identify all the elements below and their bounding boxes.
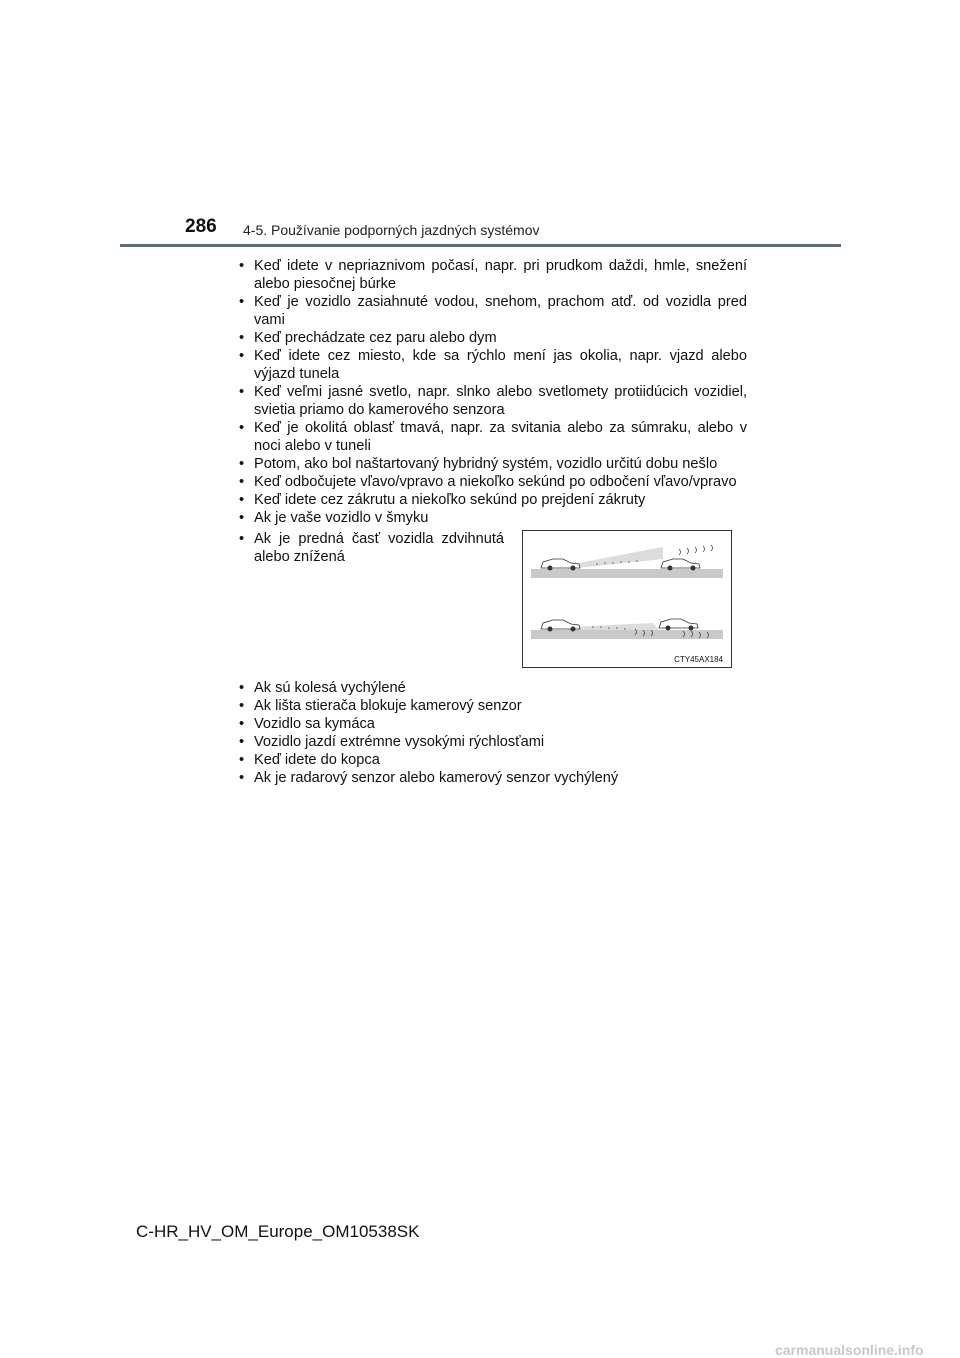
car-icon: [661, 559, 700, 571]
car-icon: [659, 619, 698, 631]
list-item: • Keď veľmi jasné svetlo, napr. slnko alebo svetlomety protiidúcich vozidiel, svietia priamo do kamerového senzora: [232, 383, 747, 419]
page-number: 286: [185, 216, 217, 237]
list-item: • Potom, ako bol naštartovaný hybridný systém, vozidlo určitú dobu nešlo: [232, 455, 747, 473]
list-item: • Keď idete do kopca: [232, 751, 747, 769]
road-upper: [531, 569, 723, 578]
condition-list-mid: [232, 530, 504, 566]
car-icon: [541, 559, 580, 571]
section-title: 4-5. Používanie podporných jazdných systémov: [243, 222, 540, 238]
list-item: • Keď idete cez miesto, kde sa rýchlo mení jas okolia, napr. vjazd alebo výjazd tunela: [232, 347, 747, 383]
list-item: • Keď idete v nepriaznivom počasí, napr. pri prudkom daždi, hmle, snežení alebo piesočnej búrke: [232, 257, 747, 293]
list-item: • Ak lišta stierača blokuje kamerový senzor: [232, 697, 747, 715]
list-item: • Keď idete cez zákrutu a niekoľko sekúnd po prejdení zákruty: [232, 491, 747, 509]
document-id: C-HR_HV_OM_Europe_OM10538SK: [136, 1222, 420, 1241]
list-item: • Keď prechádzate cez paru alebo dym: [232, 329, 747, 347]
list-item: • Ak je vaše vozidlo v šmyku: [232, 509, 747, 527]
list-item: • Ak sú kolesá vychýlené: [232, 679, 747, 697]
figure-code: CTY45AX184: [674, 655, 723, 664]
header-divider: [120, 244, 841, 247]
vehicle-pitch-illustration: [522, 530, 732, 668]
car-icon: [541, 620, 580, 632]
list-item: • Ak je radarový senzor alebo kamerový senzor vychýlený: [232, 769, 747, 787]
condition-list-bottom: [232, 679, 747, 787]
list-item: • Ak je predná časť vozidla zdvihnutá alebo znížená: [232, 530, 504, 566]
list-item: • Keď je okolitá oblasť tmavá, napr. za svitania alebo za súmraku, alebo v noci alebo v tuneli: [232, 419, 747, 455]
reflect-waves-upper: [679, 545, 713, 555]
radar-beam-upper: [568, 547, 663, 569]
list-item: • Keď odbočujete vľavo/vpravo a niekoľko sekúnd po odbočení vľavo/vpravo: [232, 473, 747, 491]
watermark: carmanualsonline.info: [775, 1342, 924, 1358]
road-lower: [531, 630, 723, 639]
list-item: • Vozidlo jazdí extrémne vysokými rýchlosťami: [232, 733, 747, 751]
list-item: • Keď je vozidlo zasiahnuté vodou, snehom, prachom atď. od vozidla pred vami: [232, 293, 747, 329]
condition-list-top: [232, 257, 747, 527]
list-item: • Vozidlo sa kymáca: [232, 715, 747, 733]
illustration-graphic: [523, 531, 731, 667]
